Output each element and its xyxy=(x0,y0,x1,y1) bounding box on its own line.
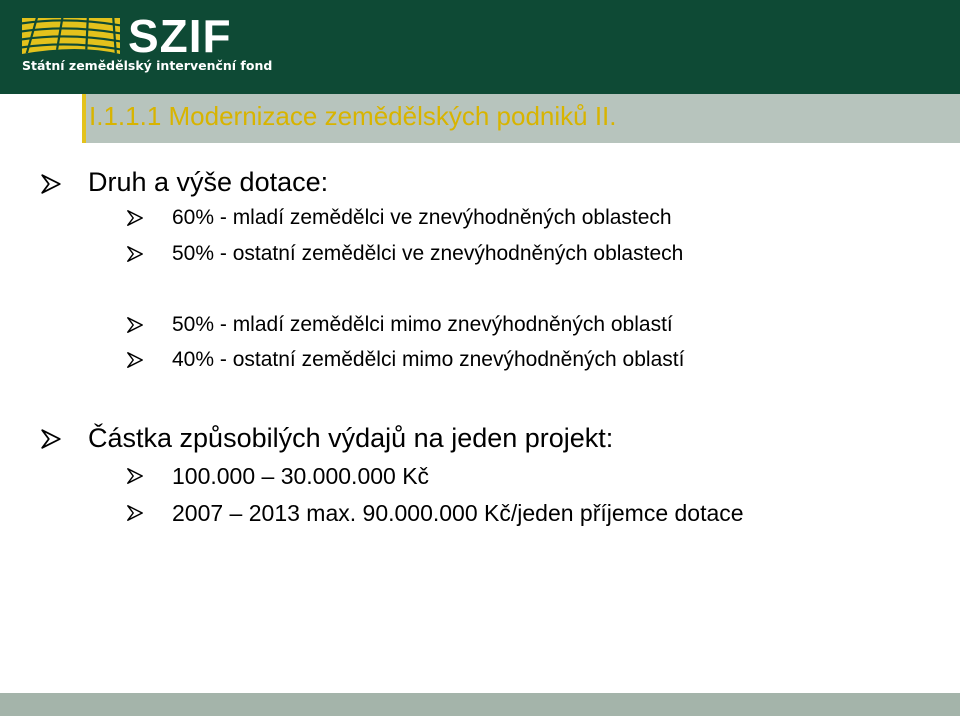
list-item: 100.000 – 30.000.000 Kč xyxy=(172,463,430,489)
list-item: 60% - mladí zemědělci ve znevýhodněných oblastech xyxy=(172,206,672,229)
list-item: 2007 – 2013 max. 90.000.000 Kč/jeden příjemce dotace xyxy=(172,500,744,526)
bullet-arrow-icon xyxy=(126,209,144,227)
szif-logo xyxy=(18,10,273,78)
section-heading: Částka způsobilých výdajů na jeden projekt: xyxy=(88,423,614,453)
footer-bar xyxy=(0,693,960,716)
section-heading: Druh a výše dotace: xyxy=(88,167,329,197)
bullet-arrow-icon xyxy=(126,351,144,369)
title-accent xyxy=(82,94,86,143)
bullet-arrow-icon xyxy=(126,245,144,263)
bullet-arrow-icon xyxy=(40,428,62,450)
bullet-arrow-icon xyxy=(40,173,62,195)
slide-title: I.1.1.1 Modernizace zemědělských podniků II. xyxy=(89,101,617,131)
list-item: 50% - ostatní zemědělci ve znevýhodněných oblastech xyxy=(172,242,684,265)
logo-text: SZIF xyxy=(128,10,232,62)
logo-subtitle: Státní zemědělský intervenční fond xyxy=(22,58,273,73)
field-stripes-icon xyxy=(18,14,124,56)
list-item: 50% - mladí zemědělci mimo znevýhodněných oblastí xyxy=(172,313,673,336)
bullet-arrow-icon xyxy=(126,467,144,485)
bullet-arrow-icon xyxy=(126,504,144,522)
bullet-arrow-icon xyxy=(126,316,144,334)
header-banner xyxy=(0,0,960,94)
list-item: 40% - ostatní zemědělci mimo znevýhodněných oblastí xyxy=(172,348,685,371)
